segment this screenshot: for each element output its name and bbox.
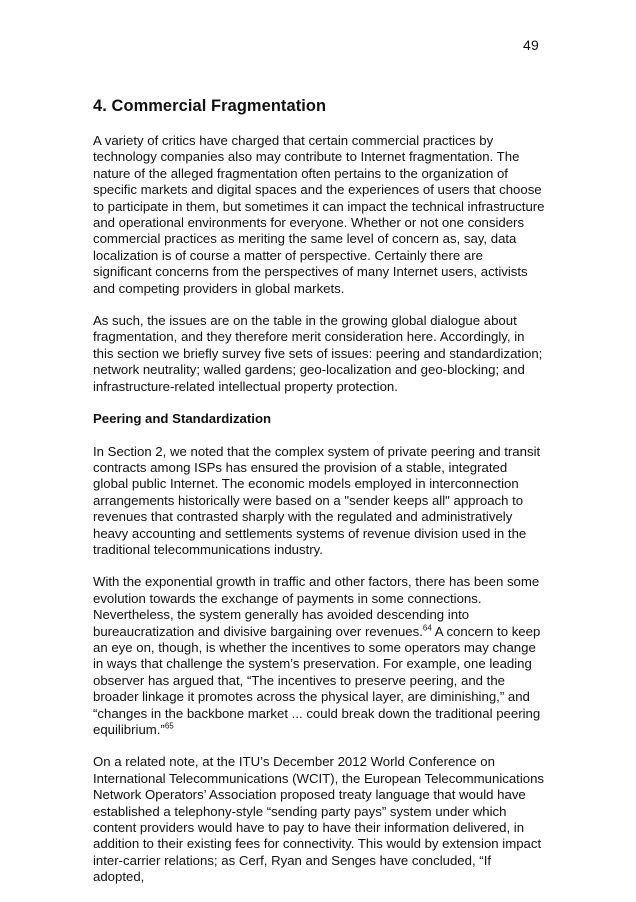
paragraph-growth — [93, 574, 545, 738]
paragraph-wcit: On a related note, at the ITU’s December 2012 World Conference on International Telecommunications (WCIT), the European Telecommunications Network Operators’ Association proposed treaty language that would have established a telephony-style “sending party pays” system under which content providers would have to pay to have their information delivered, in addition to their existing fees for connectivity. This would by extension impact inter-carrier relations; as Cerf, Ryan and Senges have concluded, “If adopted, — [93, 754, 545, 885]
paragraph-growth-text-b: A concern to keep an eye on, though, is whether the incentives to some operators may change in ways that challenge the system’s preservation. For example, one leading observer has argued that, “The incentives to preserve peering, and the broader linkage it promotes across the physical layer, are diminishing,” and “changes in the backbone market ... could break down the traditional peering equilibrium.” — [93, 623, 541, 737]
subheading-peering: Peering and Standardization — [93, 411, 272, 427]
paragraph-intro: A variety of critics have charged that certain commercial practices by technology companies also may contribute to Internet fragmentation. The nature of the alleged fragmentation often pertains to the organization of specific markets and digital spaces and the experiences of users that choose to participate in them, but sometimes it can impact the technical infrastructure and operational environments for everyone. Whether or not one considers commercial practices as meriting the same level of concern as, say, data localization is of course a matter of perspective. Certainly there are significant concerns from the perspectives of many Internet users, activists and competing providers in global markets. — [93, 133, 545, 296]
paragraph-growth-text-a: With the exponential growth in traffic and other factors, there has been some evolution towards the exchange of payments in some connections. Nevertheless, the system generally has avoided descending into bureaucratization and divisive bargaining over revenues. — [93, 574, 540, 639]
document-body — [93, 96, 545, 902]
section-title: 4. Commercial Fragmentation — [93, 97, 327, 115]
footnote-ref-65[interactable]: 65 — [164, 721, 174, 731]
page-number: 49 — [523, 37, 539, 53]
paragraph-section2: In Section 2, we noted that the complex system of private peering and transit contracts among ISPs has ensured the provision of a stable, integrated global public Internet. The economic models employed in interconnection arrangements historically were based on a "sender keeps all" approach to revenues that contrasted sharply with the regulated and administratively heavy accounting and settlements systems of revenue division used in the traditional telecommunications industry. — [93, 443, 541, 557]
footnote-ref-64[interactable]: 64 — [422, 623, 432, 633]
paragraph-issues: As such, the issues are on the table in the growing global dialogue about fragmentation, and they therefore merit consideration here. Accordingly, in this section we briefly survey five sets of issues: peering and standardization; network neutrality; walled gardens; geo-localization and geo-blocking; and infrastructure-related intellectual property protection. — [93, 313, 543, 394]
